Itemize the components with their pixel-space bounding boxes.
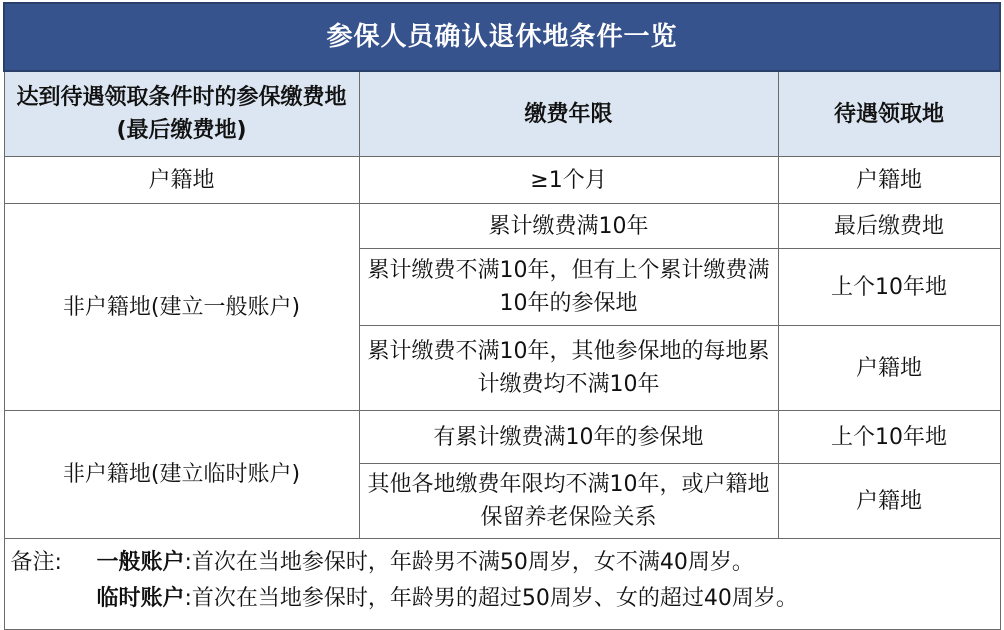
notes-cell: [4, 539, 1000, 630]
note-line-temporary: [11, 581, 992, 617]
cell-years: 累计缴费不满10年，但有上个累计缴费满10年的参保地: [359, 249, 778, 326]
cell-years: 其他各地缴费年限均不满10年，或户籍地保留养老保险关系: [359, 464, 778, 539]
cell-receive: 户籍地: [778, 464, 1000, 539]
header-payment-years: 缴费年限: [359, 71, 778, 157]
cell-years: ≥1个月: [359, 157, 778, 204]
table-title: 参保人员确认退休地条件一览: [4, 3, 1000, 71]
note-line-general: [11, 545, 992, 581]
cell-years: 有累计缴费满10年的参保地: [359, 411, 778, 464]
note-term-temporary: 临时账户: [96, 586, 185, 611]
header-payment-place: 达到待遇领取条件时的参保缴费地(最后缴费地): [4, 71, 359, 157]
cell-years: 累计缴费不满10年，其他参保地的每地累计缴费均不满10年: [359, 326, 778, 411]
table-row: [4, 157, 1000, 204]
cell-place-temporary-account: 非户籍地(建立临时账户): [4, 411, 359, 539]
table-row: [4, 204, 1000, 249]
retirement-location-table: [3, 2, 1001, 630]
header-row: [4, 71, 1000, 157]
header-benefit-place: 待遇领取地: [778, 71, 1000, 157]
note-text-general: :首次在当地参保时，年龄男不满50周岁，女不满40周岁。: [184, 550, 754, 575]
cell-place: 户籍地: [4, 157, 359, 204]
cell-place-general-account: 非户籍地(建立一般账户): [4, 204, 359, 411]
note-term-general: 一般账户: [96, 550, 185, 575]
note-text-temporary: :首次在当地参保时，年龄男的超过50周岁、女的超过40周岁。: [184, 586, 798, 611]
note-prefix: 备注:: [10, 550, 62, 575]
cell-receive: 最后缴费地: [778, 204, 1000, 249]
title-row: [4, 3, 1000, 71]
table-row: [4, 411, 1000, 464]
notes-row: [4, 539, 1000, 630]
cell-receive: 上个10年地: [778, 249, 1000, 326]
cell-years: 累计缴费满10年: [359, 204, 778, 249]
cell-receive: 户籍地: [778, 157, 1000, 204]
cell-receive: 上个10年地: [778, 411, 1000, 464]
cell-receive: 户籍地: [778, 326, 1000, 411]
